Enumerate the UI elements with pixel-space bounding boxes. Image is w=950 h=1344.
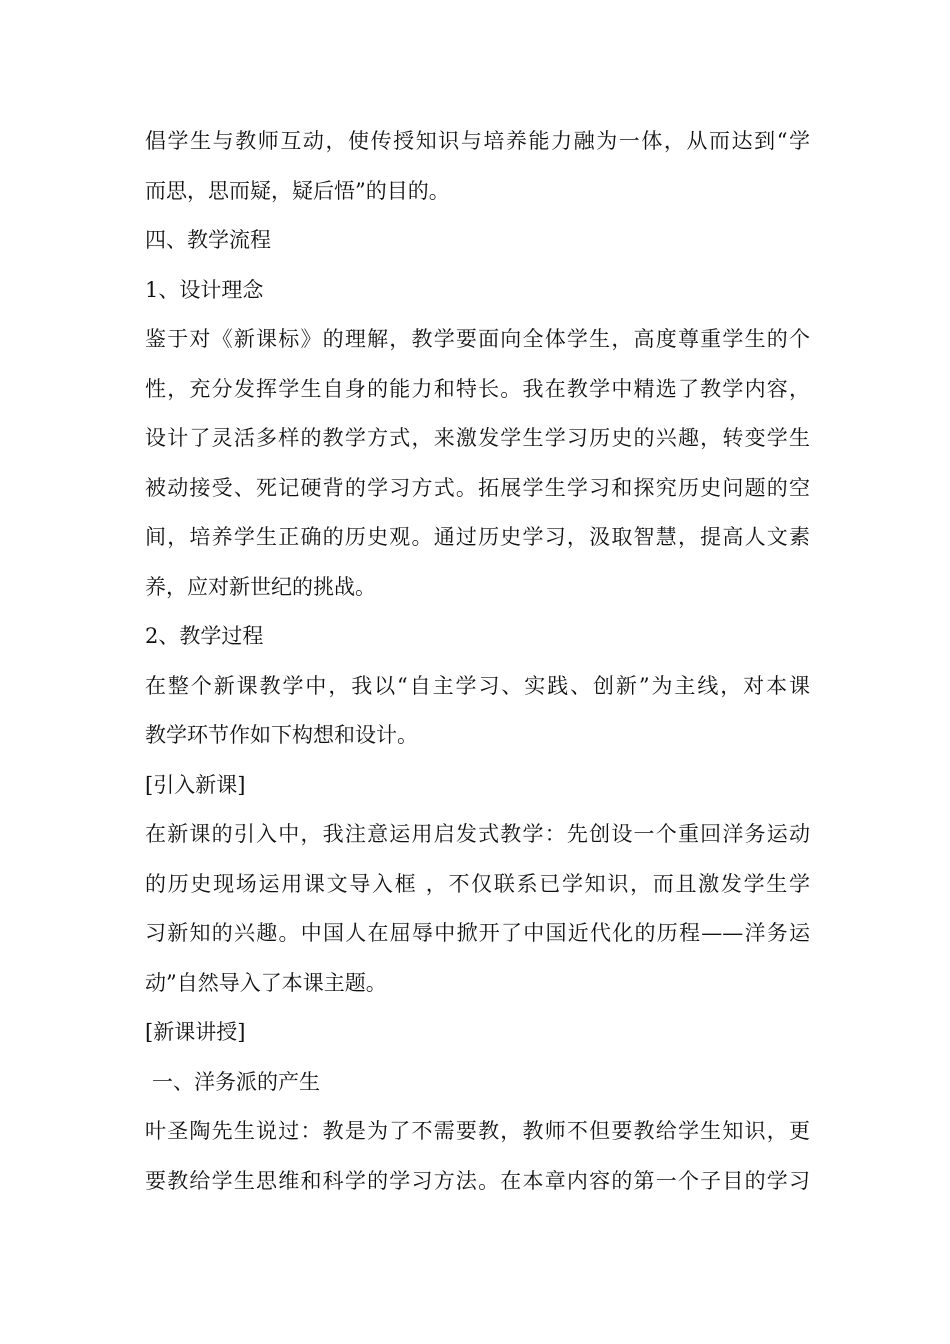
subsection-heading: 2、教学过程 (145, 624, 264, 648)
text-line: 动”自然导入了本课主题。 (145, 970, 387, 995)
text-line: 在新课的引入中，我注意运用启发式教学：先创设一个重回洋务运动 (145, 822, 810, 846)
text-line: 而思，思而疑，疑后悟”的目的。 (145, 178, 450, 203)
text-line: 在整个新课教学中，我以“自主学习、实践、创新”为主线，对本课 (145, 673, 810, 698)
text-line: 倡学生与教师互动，使传授知识与培养能力融为一体，从而达到“学 (145, 129, 810, 153)
section-heading: 四、教学流程 (145, 228, 271, 252)
text-line: 间，培养学生正确的历史观。通过历史学习，汲取智慧，提高人文素 (145, 525, 810, 549)
bracket-heading: [引入新课] (145, 772, 246, 797)
text-line: 习新知的兴趣。中国人在屈辱中掀开了中国近代化的历程——洋务运 (145, 921, 810, 945)
text-line: 鉴于对《新课标》的理解，教学要面向全体学生，高度尊重学生的个 (145, 327, 810, 351)
text-line: 设计了灵活多样的教学方式，来激发学生学习历史的兴趣，转变学生 (145, 426, 810, 450)
text-line: 的历史现场运用课文导入框 ，不仅联系已学知识，而且激发学生学 (145, 871, 810, 896)
text-line: 性，充分发挥学生自身的能力和特长。我在教学中精选了教学内容， (145, 376, 810, 401)
text-line: 叶圣陶先生说过：教是为了不需要教，教师不但要教给学生知识，更 (145, 1119, 810, 1143)
subsection-heading: 一、洋务派的产生 (152, 1069, 320, 1094)
bracket-heading: [新课讲授] (145, 1020, 246, 1044)
document-page (145, 117, 810, 1206)
text-line: 要教给学生思维和科学的学习方法。在本章内容的第一个子目的学习 (145, 1168, 810, 1193)
subsection-heading: 1、设计理念 (145, 277, 264, 302)
text-line: 教学环节作如下构想和设计。 (145, 723, 418, 747)
text-line: 被动接受、死记硬背的学习方式。拓展学生学习和探究历史问题的空 (145, 475, 810, 500)
text-line: 养，应对新世纪的挑战。 (145, 574, 376, 599)
